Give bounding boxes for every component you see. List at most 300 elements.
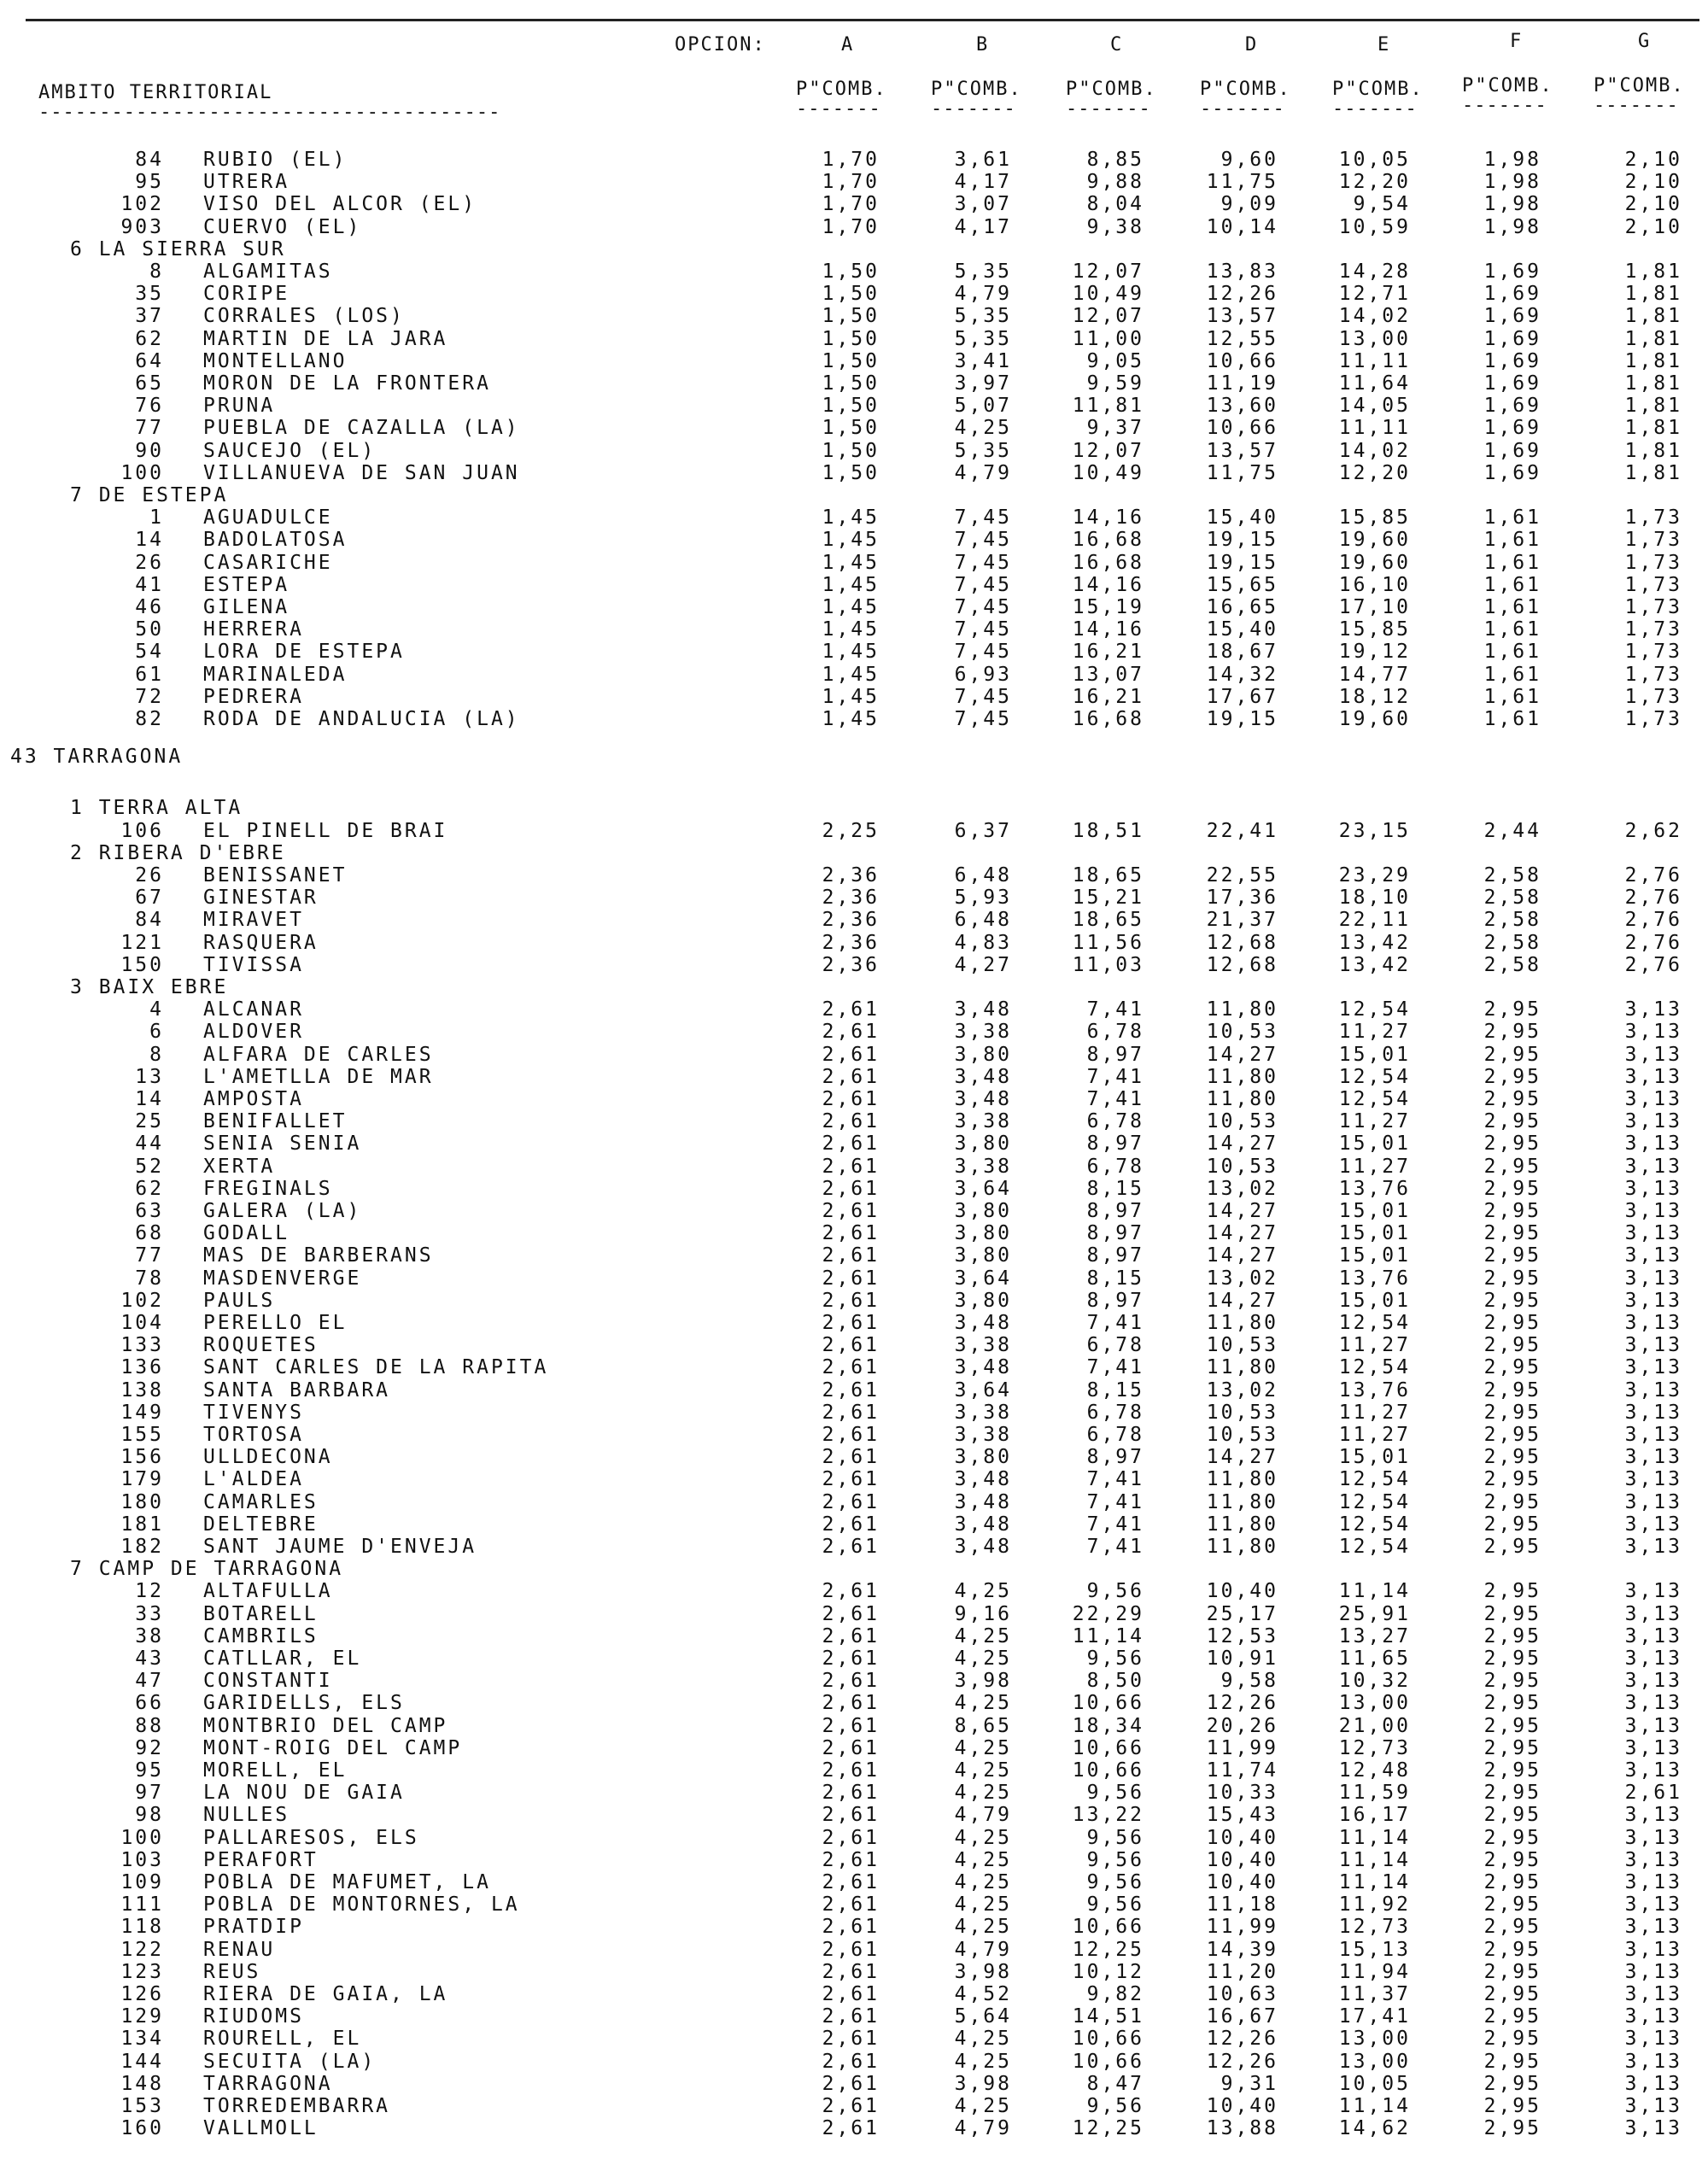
value-option-a: 2,61 <box>822 1827 880 1849</box>
value-option-f: 2,95 <box>1483 1044 1541 1066</box>
municipality-code: 149 <box>120 1402 164 1424</box>
value-option-f: 2,95 <box>1483 2117 1541 2139</box>
table-row <box>0 462 1708 484</box>
value-option-c: 10,12 <box>1072 1961 1144 1983</box>
value-option-g: 1,81 <box>1624 328 1682 350</box>
value-option-a: 2,61 <box>822 2073 880 2095</box>
value-option-f: 1,61 <box>1483 529 1541 551</box>
value-option-a: 2,36 <box>822 954 880 976</box>
value-option-d: 22,41 <box>1206 820 1278 842</box>
value-option-d: 11,80 <box>1206 1088 1278 1110</box>
value-option-d: 14,32 <box>1206 664 1278 686</box>
value-option-f: 1,69 <box>1483 440 1541 462</box>
value-option-c: 8,97 <box>1086 1222 1144 1244</box>
municipality-name: TARRAGONA <box>203 2073 333 2095</box>
group-heading <box>0 797 1708 819</box>
value-option-b: 9,16 <box>954 1603 1012 1625</box>
table-row <box>0 1536 1708 1558</box>
municipality-name: MARTIN DE LA JARA <box>203 328 448 350</box>
municipality-code: 77 <box>135 417 164 439</box>
value-option-f: 2,95 <box>1483 1021 1541 1043</box>
value-option-b: 3,80 <box>954 1446 1012 1468</box>
value-option-a: 2,61 <box>822 1513 880 1536</box>
value-option-g: 3,13 <box>1624 1916 1682 1938</box>
value-option-e: 12,54 <box>1338 1491 1411 1513</box>
municipality-code: 4 <box>149 998 164 1021</box>
value-option-d: 10,14 <box>1206 216 1278 238</box>
value-option-c: 12,25 <box>1072 1939 1144 1961</box>
value-option-g: 3,13 <box>1624 2073 1682 2095</box>
value-option-c: 7,41 <box>1086 1468 1144 1490</box>
value-option-f: 2,95 <box>1483 2051 1541 2073</box>
value-option-d: 11,99 <box>1206 1916 1278 1938</box>
municipality-code: 26 <box>135 864 164 887</box>
value-option-b: 3,98 <box>954 1670 1012 1692</box>
value-option-f: 2,95 <box>1483 1132 1541 1155</box>
value-option-c: 8,47 <box>1086 2073 1144 2095</box>
value-option-e: 9,54 <box>1353 193 1411 215</box>
municipality-name: MORELL, EL <box>203 1759 348 1782</box>
municipality-name: MARINALEDA <box>203 664 348 686</box>
table-row <box>0 686 1708 708</box>
value-option-d: 10,40 <box>1206 1849 1278 1871</box>
municipality-name: SECUITA (LA) <box>203 2051 377 2073</box>
value-option-c: 7,41 <box>1086 1088 1144 1110</box>
group-label: 7 DE ESTEPA <box>70 484 229 506</box>
value-option-a: 2,61 <box>822 1088 880 1110</box>
municipality-code: 35 <box>135 283 164 305</box>
value-option-d: 14,27 <box>1206 1132 1278 1155</box>
municipality-name: MONT-ROIG DEL CAMP <box>203 1737 463 1759</box>
table-row <box>0 887 1708 909</box>
value-option-g: 3,13 <box>1624 2095 1682 2117</box>
value-option-g: 1,81 <box>1624 305 1682 327</box>
value-option-f: 2,95 <box>1483 1893 1541 1916</box>
value-option-f: 2,58 <box>1483 887 1541 909</box>
value-option-d: 19,15 <box>1206 708 1278 730</box>
municipality-code: 150 <box>120 954 164 976</box>
municipality-name: ALGAMITAS <box>203 260 333 283</box>
municipality-code: 133 <box>120 1334 164 1356</box>
value-option-e: 12,54 <box>1338 1513 1411 1536</box>
value-option-f: 2,95 <box>1483 1513 1541 1536</box>
value-option-f: 2,95 <box>1483 1200 1541 1222</box>
value-option-b: 3,38 <box>954 1402 1012 1424</box>
value-option-a: 1,50 <box>822 305 880 327</box>
value-option-a: 2,61 <box>822 1871 880 1893</box>
municipality-code: 97 <box>135 1782 164 1804</box>
municipality-name: CASARICHE <box>203 552 333 574</box>
value-option-c: 12,07 <box>1072 440 1144 462</box>
sub-underline-a: ------- <box>796 98 881 120</box>
value-option-d: 10,66 <box>1206 417 1278 439</box>
table-row <box>0 2117 1708 2139</box>
municipality-code: 182 <box>120 1536 164 1558</box>
municipality-code: 138 <box>120 1379 164 1402</box>
value-option-e: 10,05 <box>1338 2073 1411 2095</box>
table-row <box>0 1916 1708 1938</box>
table-row <box>0 820 1708 842</box>
value-option-f: 2,95 <box>1483 998 1541 1021</box>
value-option-e: 12,73 <box>1338 1737 1411 1759</box>
value-option-c: 8,97 <box>1086 1200 1144 1222</box>
value-option-f: 2,95 <box>1483 1446 1541 1468</box>
value-option-g: 1,73 <box>1624 506 1682 529</box>
value-option-c: 9,56 <box>1086 1580 1144 1602</box>
table-row <box>0 1804 1708 1826</box>
municipality-code: 118 <box>120 1916 164 1938</box>
municipality-code: 62 <box>135 1178 164 1200</box>
group-heading <box>0 1558 1708 1580</box>
value-option-d: 15,43 <box>1206 1804 1278 1826</box>
value-option-f: 2,95 <box>1483 1156 1541 1178</box>
value-option-a: 1,50 <box>822 417 880 439</box>
municipality-name: REUS <box>203 1961 261 1983</box>
value-option-b: 5,35 <box>954 440 1012 462</box>
value-option-g: 1,81 <box>1624 350 1682 372</box>
municipality-name: GODALL <box>203 1222 290 1244</box>
municipality-code: 181 <box>120 1513 164 1536</box>
value-option-e: 10,05 <box>1338 149 1411 171</box>
value-option-c: 8,97 <box>1086 1290 1144 1312</box>
value-option-f: 2,95 <box>1483 1670 1541 1692</box>
value-option-f: 2,95 <box>1483 1759 1541 1782</box>
municipality-code: 12 <box>135 1580 164 1602</box>
sub-underline-b: ------- <box>931 98 1016 120</box>
value-option-e: 14,62 <box>1338 2117 1411 2139</box>
value-option-d: 10,53 <box>1206 1402 1278 1424</box>
municipality-name: PUEBLA DE CAZALLA (LA) <box>203 417 520 439</box>
municipality-name: SANT JAUME D'ENVEJA <box>203 1536 477 1558</box>
value-option-b: 5,35 <box>954 305 1012 327</box>
value-option-a: 2,61 <box>822 2051 880 2073</box>
value-option-b: 7,45 <box>954 596 1012 618</box>
value-option-b: 5,64 <box>954 2005 1012 2028</box>
group-label: 3 BAIX EBRE <box>70 976 229 998</box>
value-option-e: 11,27 <box>1338 1402 1411 1424</box>
municipality-code: 8 <box>149 260 164 283</box>
municipality-code: 84 <box>135 909 164 931</box>
value-option-f: 2,44 <box>1483 820 1541 842</box>
value-option-e: 12,54 <box>1338 1066 1411 1088</box>
value-option-b: 4,17 <box>954 171 1012 193</box>
municipality-name: L'ALDEA <box>203 1468 304 1490</box>
sub-header-g: P"COMB. <box>1594 75 1685 97</box>
value-option-e: 17,41 <box>1338 2005 1411 2028</box>
municipality-code: 180 <box>120 1491 164 1513</box>
municipality-code: 52 <box>135 1156 164 1178</box>
value-option-g: 3,13 <box>1624 1088 1682 1110</box>
value-option-e: 14,02 <box>1338 440 1411 462</box>
value-option-e: 11,27 <box>1338 1424 1411 1446</box>
table-row <box>0 2073 1708 2095</box>
value-option-e: 13,27 <box>1338 1625 1411 1647</box>
value-option-c: 8,97 <box>1086 1244 1144 1267</box>
municipality-code: 54 <box>135 641 164 663</box>
value-option-e: 11,64 <box>1338 372 1411 395</box>
table-row <box>0 1244 1708 1267</box>
municipality-code: 156 <box>120 1446 164 1468</box>
value-option-g: 3,13 <box>1624 2028 1682 2050</box>
value-option-b: 3,80 <box>954 1044 1012 1066</box>
value-option-a: 2,61 <box>822 1021 880 1043</box>
option-e-header: E <box>1378 34 1391 56</box>
value-option-g: 3,13 <box>1624 1446 1682 1468</box>
value-option-d: 14,27 <box>1206 1044 1278 1066</box>
value-option-f: 1,98 <box>1483 149 1541 171</box>
value-option-f: 2,95 <box>1483 1804 1541 1826</box>
municipality-code: 102 <box>120 1290 164 1312</box>
table-row <box>0 417 1708 439</box>
value-option-a: 2,36 <box>822 887 880 909</box>
municipality-code: 77 <box>135 1244 164 1267</box>
value-option-g: 3,13 <box>1624 1290 1682 1312</box>
table-row <box>0 1670 1708 1692</box>
value-option-e: 13,76 <box>1338 1379 1411 1402</box>
value-option-g: 3,13 <box>1624 1827 1682 1849</box>
value-option-d: 25,17 <box>1206 1603 1278 1625</box>
table-row <box>0 596 1708 618</box>
value-option-e: 13,76 <box>1338 1267 1411 1290</box>
table-row <box>0 395 1708 417</box>
value-option-c: 14,16 <box>1072 506 1144 529</box>
table-row <box>0 350 1708 372</box>
table-row <box>0 1580 1708 1602</box>
value-option-e: 12,54 <box>1338 1356 1411 1378</box>
value-option-c: 8,50 <box>1086 1670 1144 1692</box>
option-g-header: G <box>1638 31 1652 52</box>
value-option-d: 12,68 <box>1206 932 1278 954</box>
table-row <box>0 1088 1708 1110</box>
table-row <box>0 305 1708 327</box>
value-option-b: 7,45 <box>954 506 1012 529</box>
value-option-a: 2,61 <box>822 2005 880 2028</box>
table-row <box>0 1692 1708 1714</box>
municipality-code: 66 <box>135 1692 164 1714</box>
municipality-name: MORON DE LA FRONTERA <box>203 372 491 395</box>
value-option-d: 10,33 <box>1206 1782 1278 1804</box>
value-option-e: 25,91 <box>1338 1603 1411 1625</box>
sub-underline-c: ------- <box>1066 98 1151 120</box>
value-option-f: 1,98 <box>1483 171 1541 193</box>
value-option-a: 2,61 <box>822 1267 880 1290</box>
value-option-a: 1,45 <box>822 708 880 730</box>
municipality-name: PALLARESOS, ELS <box>203 1827 419 1849</box>
value-option-f: 2,95 <box>1483 1916 1541 1938</box>
value-option-e: 14,77 <box>1338 664 1411 686</box>
municipality-code: 123 <box>120 1961 164 1983</box>
value-option-f: 2,95 <box>1483 2073 1541 2095</box>
group-heading <box>0 238 1708 260</box>
municipality-code: 121 <box>120 932 164 954</box>
municipality-code: 111 <box>120 1893 164 1916</box>
value-option-d: 10,40 <box>1206 1827 1278 1849</box>
value-option-f: 2,95 <box>1483 1334 1541 1356</box>
value-option-d: 11,80 <box>1206 1536 1278 1558</box>
value-option-b: 3,97 <box>954 372 1012 395</box>
value-option-c: 10,66 <box>1072 1916 1144 1938</box>
value-option-g: 3,13 <box>1624 1670 1682 1692</box>
value-option-b: 3,80 <box>954 1244 1012 1267</box>
value-option-b: 4,17 <box>954 216 1012 238</box>
value-option-c: 7,41 <box>1086 1356 1144 1378</box>
municipality-name: PERELLO EL <box>203 1312 348 1334</box>
value-option-c: 6,78 <box>1086 1402 1144 1424</box>
group-heading <box>0 842 1708 864</box>
sub-header-c: P"COMB. <box>1066 79 1157 100</box>
municipality-name: LORA DE ESTEPA <box>203 641 405 663</box>
value-option-d: 13,60 <box>1206 395 1278 417</box>
value-option-a: 1,45 <box>822 641 880 663</box>
value-option-c: 15,21 <box>1072 887 1144 909</box>
value-option-b: 4,79 <box>954 1939 1012 1961</box>
value-option-g: 2,62 <box>1624 820 1682 842</box>
value-option-b: 6,48 <box>954 909 1012 931</box>
ambito-territorial-label: AMBITO TERRITORIAL <box>38 82 273 103</box>
value-option-g: 3,13 <box>1624 1849 1682 1871</box>
municipality-name: CATLLAR, EL <box>203 1647 362 1670</box>
value-option-g: 1,73 <box>1624 596 1682 618</box>
value-option-e: 12,48 <box>1338 1759 1411 1782</box>
value-option-e: 19,60 <box>1338 708 1411 730</box>
value-option-g: 3,13 <box>1624 1871 1682 1893</box>
value-option-a: 1,50 <box>822 328 880 350</box>
option-c-header: C <box>1110 34 1124 56</box>
value-option-f: 1,98 <box>1483 216 1541 238</box>
value-option-c: 10,66 <box>1072 2051 1144 2073</box>
municipality-code: 64 <box>135 350 164 372</box>
value-option-e: 18,12 <box>1338 686 1411 708</box>
value-option-e: 13,42 <box>1338 954 1411 976</box>
value-option-g: 1,81 <box>1624 283 1682 305</box>
value-option-e: 11,14 <box>1338 2095 1411 2117</box>
value-option-d: 14,27 <box>1206 1290 1278 1312</box>
value-option-a: 2,61 <box>822 2028 880 2050</box>
top-rule <box>26 19 1699 21</box>
value-option-e: 11,27 <box>1338 1334 1411 1356</box>
value-option-d: 12,26 <box>1206 2051 1278 2073</box>
value-option-d: 19,15 <box>1206 552 1278 574</box>
value-option-f: 2,95 <box>1483 1715 1541 1737</box>
option-d-header: D <box>1245 34 1259 56</box>
value-option-c: 7,41 <box>1086 1066 1144 1088</box>
value-option-b: 4,25 <box>954 1893 1012 1916</box>
municipality-name: FREGINALS <box>203 1178 333 1200</box>
municipality-code: 43 <box>135 1647 164 1670</box>
value-option-a: 2,61 <box>822 1468 880 1490</box>
value-option-g: 3,13 <box>1624 1178 1682 1200</box>
value-option-b: 7,45 <box>954 686 1012 708</box>
value-option-f: 2,95 <box>1483 1468 1541 1490</box>
value-option-e: 11,92 <box>1338 1893 1411 1916</box>
value-option-e: 11,94 <box>1338 1961 1411 1983</box>
value-option-d: 20,26 <box>1206 1715 1278 1737</box>
value-option-d: 13,57 <box>1206 305 1278 327</box>
value-option-d: 16,67 <box>1206 2005 1278 2028</box>
value-option-e: 12,71 <box>1338 283 1411 305</box>
value-option-a: 2,61 <box>822 1200 880 1222</box>
table-row <box>0 1267 1708 1290</box>
sub-underline-d: ------- <box>1200 98 1285 120</box>
value-option-b: 3,48 <box>954 1491 1012 1513</box>
value-option-a: 2,61 <box>822 1603 880 1625</box>
value-option-g: 1,73 <box>1624 708 1682 730</box>
value-option-b: 4,79 <box>954 462 1012 484</box>
municipality-code: 100 <box>120 1827 164 1849</box>
value-option-g: 3,13 <box>1624 1961 1682 1983</box>
value-option-c: 7,41 <box>1086 998 1144 1021</box>
value-option-g: 3,13 <box>1624 1021 1682 1043</box>
value-option-c: 7,41 <box>1086 1536 1144 1558</box>
table-row <box>0 664 1708 686</box>
value-option-f: 2,58 <box>1483 932 1541 954</box>
value-option-f: 2,95 <box>1483 1088 1541 1110</box>
value-option-g: 3,13 <box>1624 1244 1682 1267</box>
value-option-a: 1,50 <box>822 372 880 395</box>
municipality-name: BOTARELL <box>203 1603 319 1625</box>
value-option-f: 1,69 <box>1483 305 1541 327</box>
value-option-e: 11,59 <box>1338 1782 1411 1804</box>
group-label: 2 RIBERA D'EBRE <box>70 842 286 864</box>
value-option-g: 3,13 <box>1624 2005 1682 2028</box>
value-option-b: 4,25 <box>954 1737 1012 1759</box>
value-option-d: 21,37 <box>1206 909 1278 931</box>
value-option-c: 6,78 <box>1086 1021 1144 1043</box>
table-row <box>0 1513 1708 1536</box>
value-option-b: 4,79 <box>954 1804 1012 1826</box>
municipality-name: XERTA <box>203 1156 276 1178</box>
sub-header-d: P"COMB. <box>1200 79 1291 100</box>
value-option-b: 7,45 <box>954 708 1012 730</box>
table-row <box>0 1446 1708 1468</box>
value-option-d: 12,55 <box>1206 328 1278 350</box>
value-option-b: 8,65 <box>954 1715 1012 1737</box>
value-option-f: 2,95 <box>1483 2005 1541 2028</box>
value-option-d: 13,57 <box>1206 440 1278 462</box>
municipality-code: 46 <box>135 596 164 618</box>
value-option-f: 2,95 <box>1483 1356 1541 1378</box>
value-option-c: 6,78 <box>1086 1110 1144 1132</box>
value-option-b: 3,98 <box>954 2073 1012 2095</box>
value-option-b: 7,45 <box>954 529 1012 551</box>
value-option-a: 2,61 <box>822 1692 880 1714</box>
value-option-e: 12,54 <box>1338 998 1411 1021</box>
value-option-g: 1,81 <box>1624 440 1682 462</box>
municipality-name: TORTOSA <box>203 1424 304 1446</box>
value-option-d: 14,39 <box>1206 1939 1278 1961</box>
value-option-a: 2,61 <box>822 1782 880 1804</box>
value-option-d: 18,67 <box>1206 641 1278 663</box>
value-option-e: 12,20 <box>1338 171 1411 193</box>
value-option-a: 2,61 <box>822 1334 880 1356</box>
value-option-f: 2,95 <box>1483 2028 1541 2050</box>
table-row <box>0 283 1708 305</box>
value-option-e: 22,11 <box>1338 909 1411 931</box>
municipality-code: 126 <box>120 1983 164 2005</box>
value-option-d: 14,27 <box>1206 1244 1278 1267</box>
value-option-d: 11,74 <box>1206 1759 1278 1782</box>
value-option-c: 12,07 <box>1072 260 1144 283</box>
value-option-e: 15,13 <box>1338 1939 1411 1961</box>
value-option-b: 3,38 <box>954 1424 1012 1446</box>
municipality-code: 144 <box>120 2051 164 2073</box>
value-option-a: 1,70 <box>822 171 880 193</box>
table-row <box>0 1424 1708 1446</box>
municipality-code: 78 <box>135 1267 164 1290</box>
value-option-b: 3,64 <box>954 1267 1012 1290</box>
value-option-f: 2,95 <box>1483 1647 1541 1670</box>
value-option-f: 1,61 <box>1483 618 1541 641</box>
